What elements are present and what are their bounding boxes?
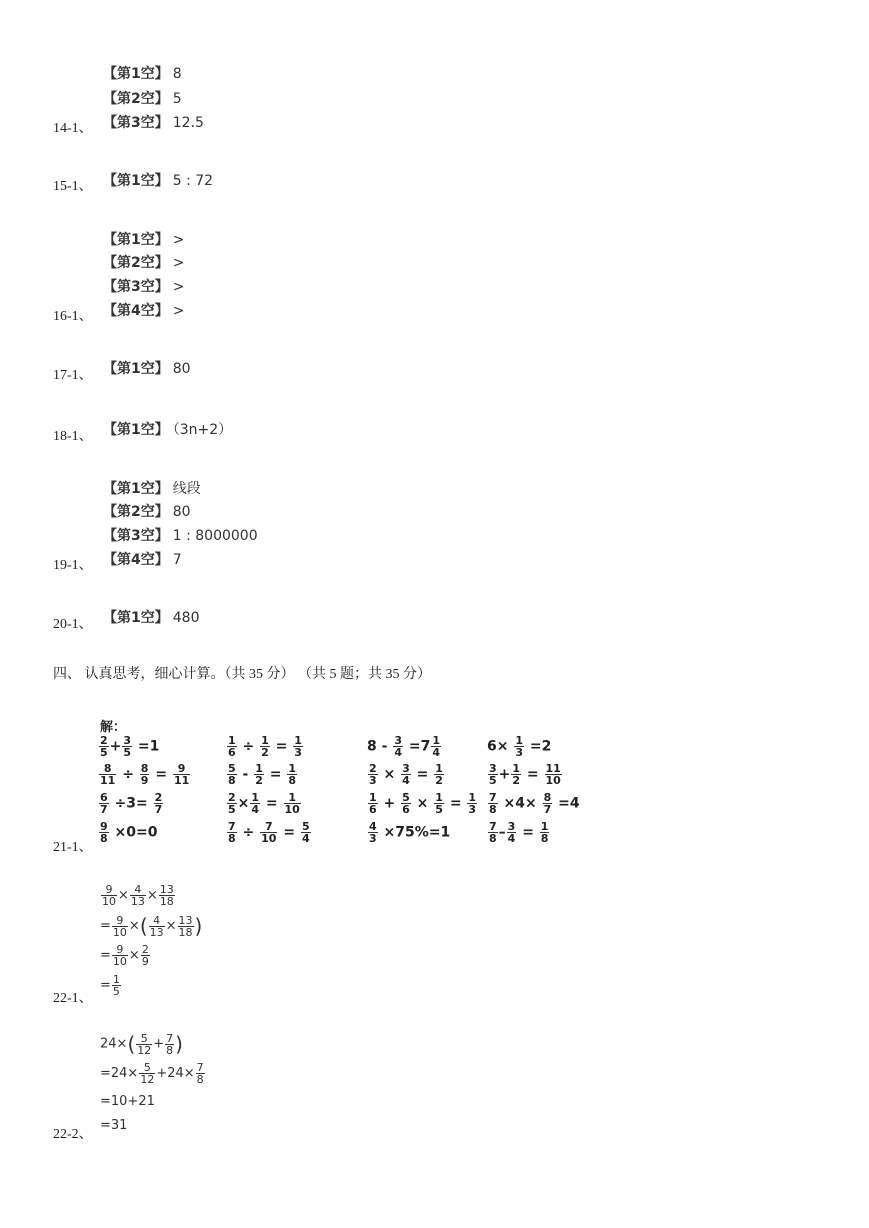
equation: =24× $\frac{5}{12}$ +24× $\frac{7}{8}$ (100, 1061, 204, 1086)
equation: 6× $\frac{1}{3}$ =2 (487, 734, 552, 759)
answer-line: 【第1空】 80 (103, 361, 191, 377)
equation: $\frac{5}{8}$ - $\frac{1}{2}$ = $\frac{1}{8}$ (228, 762, 297, 787)
item-number: 22-1、 (53, 991, 93, 1006)
section-heading: 四、 认真思考，细心计算。（共 35 分） （共 5 题；共 35 分） (53, 667, 431, 682)
equation: = $\frac{1}{5}$ (100, 973, 120, 998)
answer-line: 【第3空】 > (103, 279, 185, 295)
equation: $\frac{6}{7}$ ÷3= $\frac{2}{7}$ (100, 791, 163, 816)
equation: 8 - $\frac{3}{4}$ =7 $\frac{1}{4}$ (367, 734, 440, 759)
equation: $\frac{2}{5}$ × $\frac{1}{4}$ = $\frac{1}{10}$ (228, 791, 300, 816)
equation: $\frac{9}{10}$ × $\frac{4}{13}$ × $\frac{13}{18}$ (102, 883, 174, 908)
item-number: 22-2、 (53, 1127, 93, 1142)
answer-line: 【第4空】 > (103, 303, 185, 319)
equation: $\frac{8}{11}$ ÷ $\frac{8}{9}$ = $\frac{9}{11}$ (100, 762, 190, 787)
equation: $\frac{2}{5}$ + $\frac{3}{5}$ =1 (100, 734, 160, 759)
equation: $\frac{3}{5}$ + $\frac{1}{2}$ = $\frac{11}{10}$ (489, 762, 561, 787)
answer-line: 【第2空】 5 (103, 91, 182, 107)
equation: =10+21 (100, 1094, 155, 1109)
equation: $\frac{4}{3}$ ×75%=1 (369, 820, 451, 845)
answer-line: 【第1空】 5 : 72 (103, 173, 214, 189)
solution-label: 解： (100, 720, 127, 735)
item-number: 15-1、 (53, 179, 93, 194)
equation: $\frac{7}{8}$ – $\frac{3}{4}$ = $\frac{1}{8}$ (489, 820, 549, 845)
equation: $\frac{7}{8}$ ×4× $\frac{8}{7}$ =4 (489, 791, 580, 816)
item-number: 19-1、 (53, 558, 93, 573)
equation: $\frac{1}{6}$ ÷ $\frac{1}{2}$ = $\frac{1}{3}$ (228, 734, 302, 759)
item-number: 14-1、 (53, 121, 93, 136)
answer-line: 【第2空】 80 (103, 504, 191, 520)
answer-line: 【第1空】 8 (103, 66, 182, 82)
equation: $\frac{9}{8}$ ×0=0 (100, 820, 158, 845)
item-number: 17-1、 (53, 368, 93, 383)
item-number: 21-1、 (53, 840, 93, 855)
equation: =31 (100, 1118, 128, 1133)
equation: $\frac{7}{8}$ ÷ $\frac{7}{10}$ = $\frac{5}{4}$ (228, 820, 310, 845)
equation: = $\frac{9}{10}$ ×( $\frac{4}{13}$ × $\frac{13}{18}$ ) (100, 913, 203, 939)
answer-line: 【第3空】 12.5 (103, 115, 204, 131)
equation: = $\frac{9}{10}$ × $\frac{2}{9}$ (100, 943, 149, 968)
item-number: 18-1、 (53, 429, 93, 444)
equation: $\frac{1}{6}$ + $\frac{5}{6}$ × $\frac{1}{5}$ = $\frac{1}{3}$ (369, 791, 477, 816)
item-number: 20-1、 (53, 617, 93, 632)
answer-line: 【第1空】 （3n+2） (103, 422, 233, 438)
answer-line: 【第1空】 480 (103, 610, 200, 626)
answer-line: 【第1空】 > (103, 232, 185, 248)
answer-line: 【第2空】 > (103, 255, 185, 271)
answer-line: 【第3空】 1 : 8000000 (103, 528, 258, 544)
answer-line: 【第1空】 线段 (103, 481, 201, 497)
equation: 24×( $\frac{5}{12}$ + $\frac{7}{8}$ ) (100, 1031, 183, 1057)
item-number: 16-1、 (53, 309, 93, 324)
answer-line: 【第4空】 7 (103, 552, 182, 568)
equation: $\frac{2}{3}$ × $\frac{3}{4}$ = $\frac{1}{2}$ (369, 762, 443, 787)
